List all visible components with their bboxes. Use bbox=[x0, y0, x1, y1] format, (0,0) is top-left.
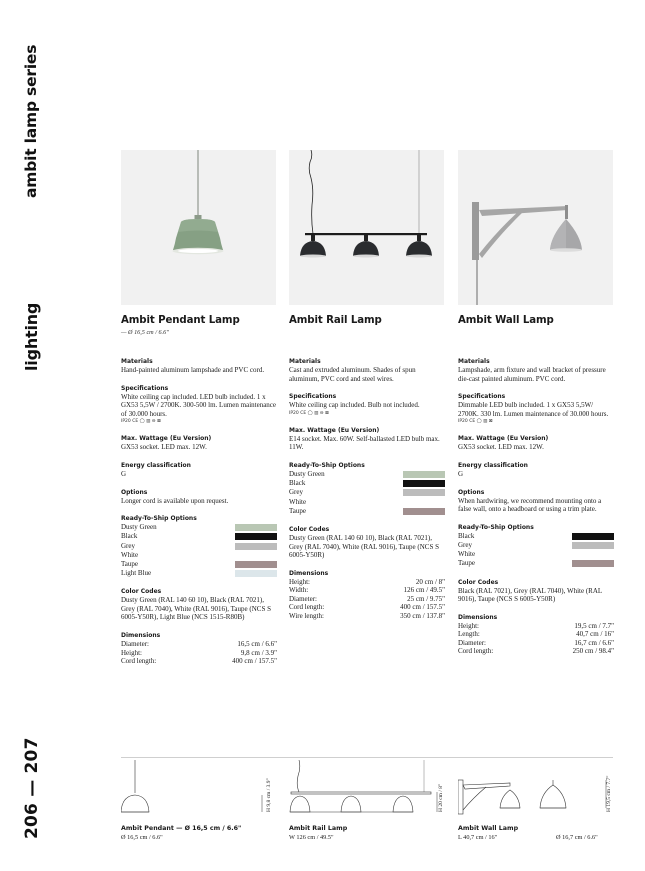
color-codes-heading: Color Codes bbox=[121, 588, 162, 596]
energy-heading: Energy classification bbox=[121, 461, 191, 469]
rts-label: White bbox=[121, 550, 139, 559]
wattage-text: GX53 socket. LED max. 12W. bbox=[121, 443, 207, 452]
wall-caption bbox=[458, 824, 618, 843]
caption-name: Ambit Rail Lamp bbox=[289, 825, 348, 832]
color-swatch bbox=[235, 561, 277, 568]
color-codes-text: Dusty Green (RAL 140 60 10), Black (RAL 7021), Grey (RAL 7040), White (RAL 9016), Taupe (NCS S 6005-Y50R) bbox=[289, 533, 439, 560]
caption-name: Ambit Pendant — Ø 16,5 cm / 6.6" bbox=[121, 825, 242, 832]
wattage-text: E14 socket. Max. 60W. Self-ballasted LED bulb max. 11W. bbox=[289, 434, 440, 452]
rts-item bbox=[458, 550, 614, 559]
options-heading: Options bbox=[121, 488, 148, 496]
materials-text: Hand-painted aluminum lampshade and PVC cord. bbox=[121, 366, 265, 374]
dimensions-heading: Dimensions bbox=[121, 632, 161, 640]
rts-label: White bbox=[289, 497, 307, 506]
materials-heading: Materials bbox=[121, 358, 153, 365]
rts-label: Dusty Green bbox=[289, 469, 325, 478]
rts-item bbox=[289, 488, 445, 497]
dimension-row bbox=[121, 649, 277, 658]
rail-photo bbox=[289, 150, 444, 305]
dimensions-heading: Dimensions bbox=[289, 569, 329, 577]
color-swatch bbox=[235, 524, 277, 531]
wall-name: Ambit Wall Lamp bbox=[458, 315, 554, 326]
specifications-heading: Specifications bbox=[121, 384, 169, 392]
dimension-row bbox=[458, 622, 614, 631]
dimension-row bbox=[458, 647, 614, 656]
wall-diagram bbox=[458, 760, 618, 818]
color-swatch bbox=[235, 570, 277, 577]
rts-heading: Ready-To-Ship Options bbox=[121, 515, 197, 523]
color-codes-text: Black (RAL 7021), Grey (RAL 7040), White (RAL 9016), Taupe (NCS S 6005-Y50R) bbox=[458, 586, 602, 604]
series-title: ambit lamp series bbox=[22, 44, 40, 198]
caption-dimension: Ø 16,5 cm / 6.6" bbox=[121, 834, 163, 842]
wall-photo bbox=[458, 150, 613, 305]
rts-label: White bbox=[458, 550, 476, 559]
pendant-name: Ambit Pendant Lamp bbox=[121, 315, 240, 326]
dimension-key: Height: bbox=[458, 621, 479, 630]
dimension-key: Cord length: bbox=[121, 657, 157, 666]
dimension-value: 25 cm / 9.75" bbox=[407, 594, 445, 603]
rts-label: Black bbox=[458, 531, 475, 540]
rts-heading: Ready-To-Ship Options bbox=[289, 461, 365, 469]
wattage-heading: Max. Wattage (Eu Version) bbox=[121, 435, 212, 443]
rts-item bbox=[458, 532, 614, 541]
rts-label: Taupe bbox=[458, 559, 476, 568]
color-swatch bbox=[403, 508, 445, 515]
energy-text: G bbox=[121, 469, 127, 478]
rts-label: Dusty Green bbox=[121, 523, 157, 532]
rts-item bbox=[121, 523, 277, 532]
pendant-column bbox=[121, 150, 277, 666]
options-heading: Options bbox=[458, 488, 485, 496]
rts-item bbox=[121, 532, 277, 541]
divider bbox=[121, 757, 613, 758]
rts-label: Grey bbox=[289, 488, 303, 497]
materials-heading: Materials bbox=[458, 358, 490, 365]
rts-list bbox=[289, 470, 445, 516]
certification-icons: IP20 CE ◯ ▥ ⊠ bbox=[458, 419, 493, 425]
dimension-value: 350 cm / 137.8" bbox=[400, 612, 445, 621]
color-swatch bbox=[235, 543, 277, 550]
dimension-row bbox=[458, 639, 614, 648]
color-swatch bbox=[403, 489, 445, 496]
caption-diameter: Ø 16,7 cm / 6.6" bbox=[556, 834, 598, 842]
dimension-value: 40,7 cm / 16" bbox=[576, 630, 614, 639]
color-swatch bbox=[572, 560, 614, 567]
color-swatch bbox=[403, 471, 445, 478]
dimension-row bbox=[289, 612, 445, 621]
dimension-key: Wire length: bbox=[289, 612, 324, 621]
rts-item bbox=[458, 559, 614, 568]
dimension-value: 16,7 cm / 6.6" bbox=[574, 638, 614, 647]
dimension-key: Cord length: bbox=[458, 647, 494, 656]
specifications-text: White ceiling cap included. LED bulb included. 1 x GX53 5,5W / 2700K. 300-500 lm. Lumen maintenance of 30.000 hours. bbox=[121, 392, 277, 418]
color-swatch bbox=[235, 533, 277, 540]
rts-item bbox=[289, 498, 445, 507]
wattage-text: GX53 socket. LED max. 12W. bbox=[458, 443, 544, 452]
rts-label: Grey bbox=[121, 541, 135, 550]
dimension-key: Width: bbox=[289, 586, 309, 595]
dimension-key: Cord length: bbox=[289, 603, 325, 612]
wall-height-label: H 19,5 cm / 7.7" bbox=[606, 775, 612, 812]
dimension-row bbox=[121, 640, 277, 649]
caption-dimension: L 40,7 cm / 16" bbox=[458, 834, 498, 842]
rts-label: Light Blue bbox=[121, 569, 152, 578]
caption-name: Ambit Wall Lamp bbox=[458, 825, 519, 832]
dimension-key: Diameter: bbox=[458, 638, 486, 647]
dimension-value: 126 cm / 49.5" bbox=[403, 586, 445, 595]
pendant-caption bbox=[121, 824, 281, 843]
pendant-height-label: H 9,8 cm / 3.9" bbox=[266, 778, 272, 812]
specifications-text: White ceiling cap included. Bulb not included. bbox=[289, 401, 420, 410]
rail-column bbox=[289, 150, 445, 621]
specifications-text: Dimmable LED bulb included. 1 x GX53 5,5W/ 2700K. 330 lm. Lumen maintenance of 30.000 hours. bbox=[458, 401, 609, 418]
rts-label: Taupe bbox=[121, 559, 139, 568]
rts-label: Black bbox=[289, 479, 306, 488]
dimensions-heading: Dimensions bbox=[458, 613, 498, 621]
energy-text: G bbox=[458, 469, 464, 478]
wall-column bbox=[458, 150, 614, 656]
certification-icons: IP20 CE ◯ ▥ ⊖ ⊠ bbox=[121, 419, 161, 425]
dimension-value: 16,5 cm / 6.6" bbox=[237, 640, 277, 649]
wattage-heading: Max. Wattage (Eu Version) bbox=[289, 426, 380, 434]
category-title: lighting bbox=[22, 302, 41, 371]
color-codes-text: Dusty Green (RAL 140 60 10), Black (RAL 7021), Grey (RAL 7040), White (RAL 9016), Taupe (NCS S 6005-Y50R), Light Blue (NCS 1515-R80B) bbox=[121, 596, 271, 622]
color-swatch bbox=[235, 552, 277, 559]
dimension-row bbox=[289, 603, 445, 612]
rail-caption bbox=[289, 824, 449, 843]
pendant-photo bbox=[121, 150, 276, 305]
color-codes-heading: Color Codes bbox=[458, 578, 499, 586]
rts-list bbox=[121, 523, 277, 578]
rts-item bbox=[289, 479, 445, 488]
options-text: Longer cord is available upon request. bbox=[121, 496, 229, 505]
rts-list bbox=[458, 532, 614, 569]
rts-heading: Ready-To-Ship Options bbox=[458, 523, 534, 531]
color-codes-heading: Color Codes bbox=[289, 525, 330, 533]
materials-text: Lampshade, arm fixture and wall bracket of pressure die-cast painted aluminum. PVC cord. bbox=[458, 366, 606, 383]
specifications-heading: Specifications bbox=[289, 393, 337, 401]
dimension-key: Height: bbox=[289, 577, 310, 586]
dimension-value: 400 cm / 157.5" bbox=[400, 603, 445, 612]
pendant-diagram bbox=[121, 760, 281, 818]
wattage-heading: Max. Wattage (Eu Version) bbox=[458, 435, 549, 443]
dimension-value: 250 cm / 98.4" bbox=[572, 647, 614, 656]
specifications-heading: Specifications bbox=[458, 393, 506, 401]
dimension-key: Diameter: bbox=[289, 594, 317, 603]
dimension-value: 400 cm / 157.5" bbox=[232, 657, 277, 666]
pendant-diameter: — Ø 16,5 cm / 6.6" bbox=[121, 329, 169, 336]
rts-item bbox=[458, 541, 614, 550]
page-numbers: 206 — 207 bbox=[22, 737, 42, 839]
dimension-row bbox=[121, 657, 277, 666]
rail-diagram bbox=[289, 760, 449, 818]
color-swatch bbox=[403, 480, 445, 487]
materials-heading: Materials bbox=[289, 358, 321, 365]
rts-item bbox=[121, 569, 277, 578]
rts-item bbox=[121, 551, 277, 560]
dimension-key: Diameter: bbox=[121, 640, 149, 649]
dimension-key: Height: bbox=[121, 648, 142, 657]
rts-label: Black bbox=[121, 532, 138, 541]
dimension-row bbox=[289, 586, 445, 595]
rts-item bbox=[289, 470, 445, 479]
rail-height-label: H 20 cm / 8" bbox=[438, 783, 444, 812]
color-swatch bbox=[572, 542, 614, 549]
rts-item bbox=[121, 560, 277, 569]
color-swatch bbox=[403, 499, 445, 506]
dimension-row bbox=[458, 630, 614, 639]
rts-item bbox=[289, 507, 445, 516]
dimension-value: 9,8 cm / 3.9" bbox=[240, 648, 277, 657]
color-swatch bbox=[572, 533, 614, 540]
dimension-key: Length: bbox=[458, 630, 480, 639]
color-swatch bbox=[572, 551, 614, 558]
materials-text: Cast and extruded aluminum. Shades of spun aluminum, PVC cord and steel wires. bbox=[289, 366, 416, 383]
rail-name: Ambit Rail Lamp bbox=[289, 315, 382, 326]
rts-label: Taupe bbox=[289, 506, 307, 515]
options-text: When hardwiring, we recommend mounting onto a false wall, onto a headboard or using a trim plate. bbox=[458, 496, 602, 514]
dimension-row bbox=[289, 595, 445, 604]
dimension-value: 20 cm / 8" bbox=[415, 577, 445, 586]
dimension-row bbox=[289, 578, 445, 587]
rts-item bbox=[121, 542, 277, 551]
certification-icons: IP20 CE ◯ ▥ ⊖ ⊠ bbox=[289, 410, 329, 416]
dimension-value: 19,5 cm / 7.7" bbox=[574, 621, 614, 630]
energy-heading: Energy classification bbox=[458, 461, 528, 469]
caption-dimension: W 126 cm / 49.5" bbox=[289, 834, 334, 842]
rts-label: Grey bbox=[458, 540, 472, 549]
